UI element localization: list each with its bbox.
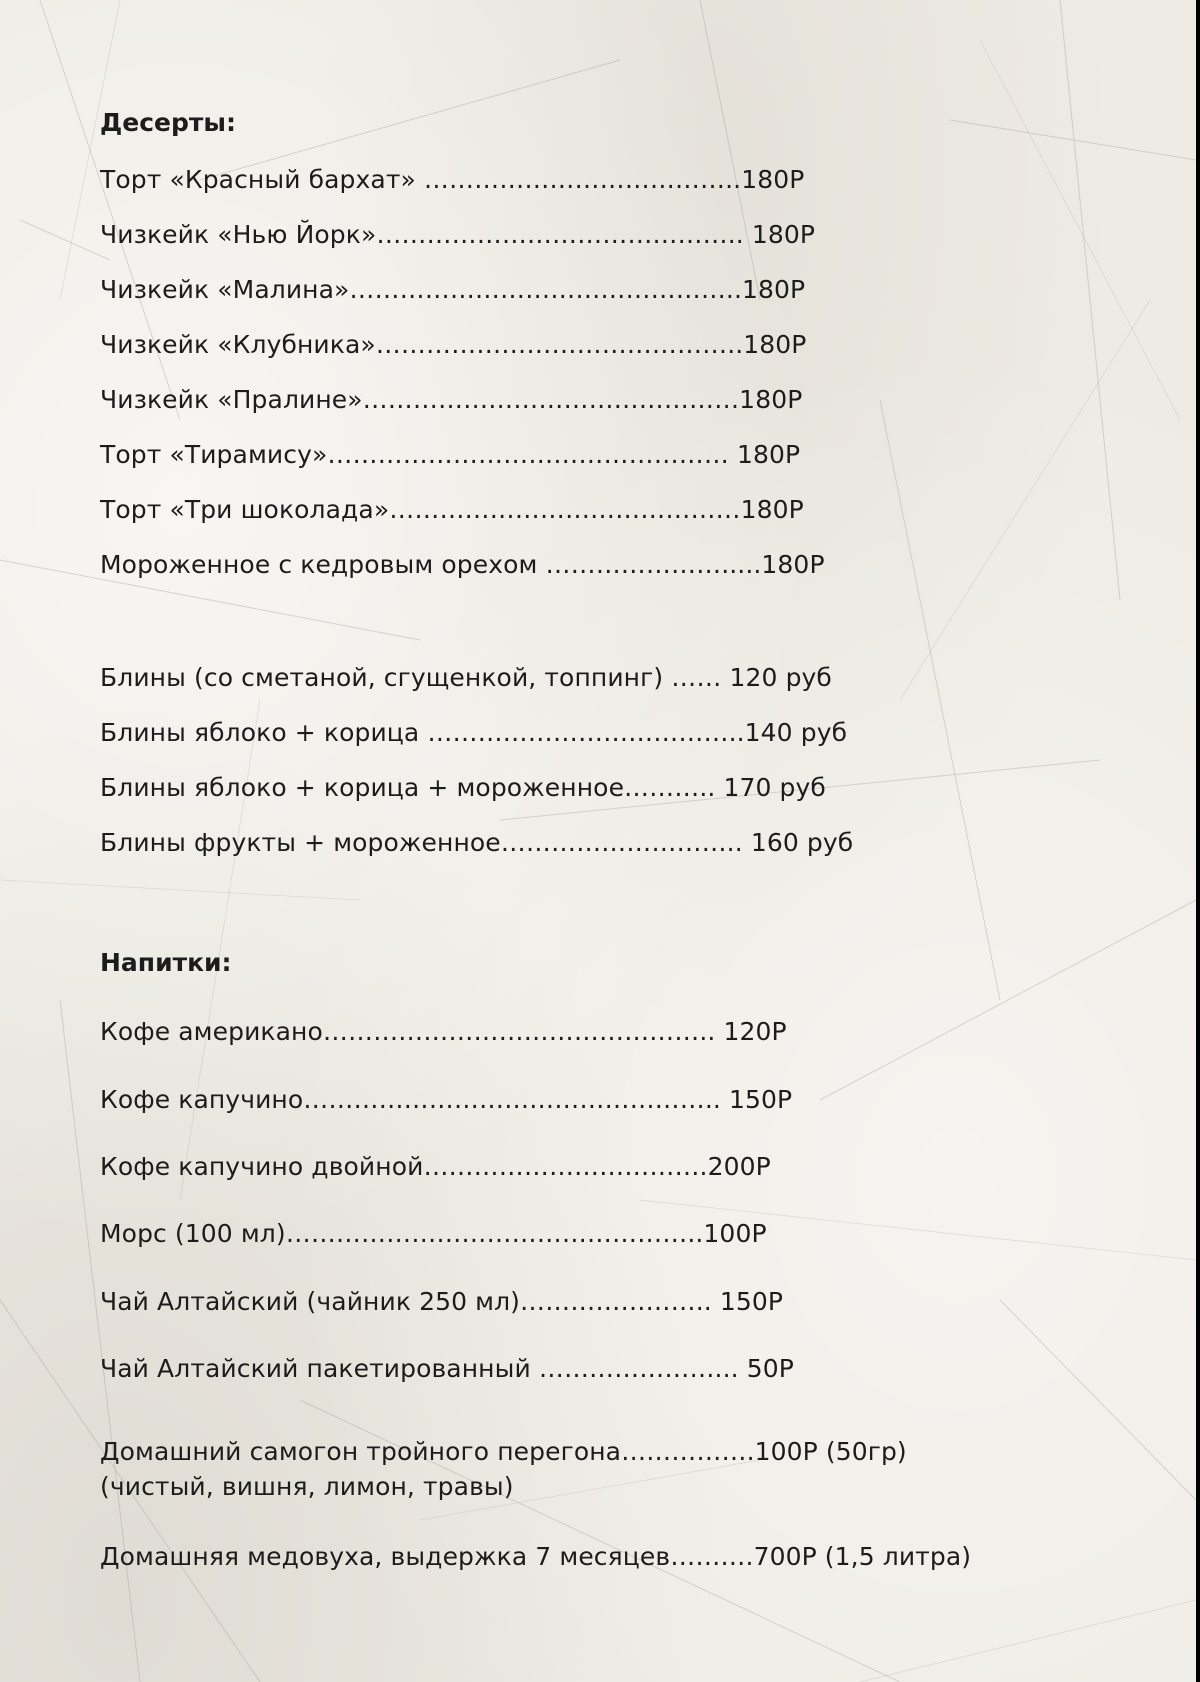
dessert-item: Чизкейк «Пралине»………………………………………180Р [100, 385, 803, 414]
pancake-item: Блины фрукты + мороженное……………………….. 160 руб [100, 828, 854, 857]
dessert-item: Торт «Три шоколада»……………………………………180Р [100, 495, 804, 524]
dessert-item: Чизкейк «Клубника»……………………………………..180Р [100, 330, 807, 359]
drinks-heading: Напитки: [100, 948, 232, 977]
medovukha-item: Домашняя медовуха, выдержка 7 месяцев……….700Р (1,5 литра) [100, 1542, 972, 1571]
pancake-item: Блины (со сметаной, сгущенкой, топпинг) …… 120 руб [100, 663, 832, 692]
dessert-item: Чизкейк «Нью Йорк»…………………………………….. 180Р [100, 220, 816, 249]
drink-item: Морс (100 мл)…………………………………………..100Р [100, 1219, 767, 1248]
drink-item: Кофе американо……………………………………….. 120Р [100, 1017, 787, 1046]
dessert-item: Торт «Тирамису»………………………………………… 180Р [100, 440, 801, 469]
samogon-flavors: (чистый, вишня, лимон, травы) [100, 1472, 514, 1501]
dessert-item: Чизкейк «Малина»………………………………………..180Р [100, 275, 806, 304]
desserts-heading: Десерты: [100, 108, 236, 137]
dessert-item: Торт «Красный бархат» ………………………………..180Р [100, 165, 805, 194]
drink-item: Чай Алтайский пакетированный …………………... 50Р [100, 1354, 794, 1383]
pancake-item: Блины яблоко + корица + мороженное……….. 170 руб [100, 773, 826, 802]
dessert-item: Мороженное с кедровым орехом ………………….....180Р [100, 550, 825, 579]
samogon-item: Домашний самогон тройного перегона…………….100Р (50гр) [100, 1437, 907, 1466]
pancake-item: Блины яблоко + корица ………………………………..140 руб [100, 718, 848, 747]
drink-item: Кофе капучино………………………………………….. 150Р [100, 1085, 793, 1114]
drink-item: Чай Алтайский (чайник 250 мл)………………….. 150Р [100, 1287, 784, 1316]
drink-item: Кофе капучино двойной…………………………….200Р [100, 1152, 771, 1181]
